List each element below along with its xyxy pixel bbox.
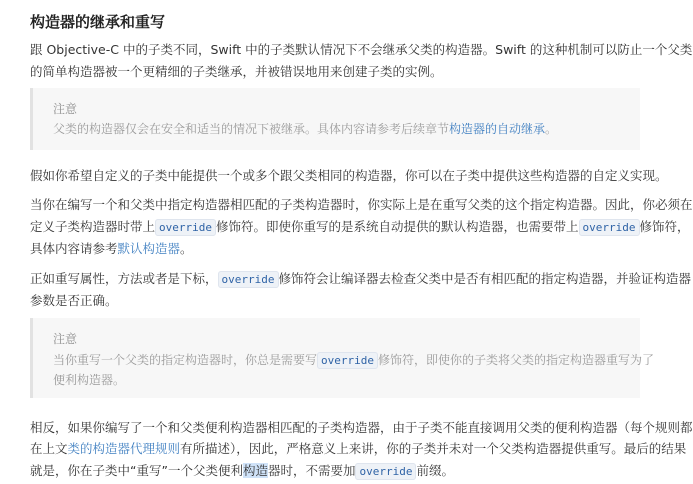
paragraph-4-line-1 (30, 271, 691, 288)
initializer-delegation-link[interactable]: 类的构造器代理规则 (67, 441, 181, 456)
text-run: 当你重写一个父类的指定构造器时，你总是需要写 (53, 353, 318, 367)
text-run: 。 (180, 241, 193, 256)
text-run: 正如重写属性，方法或者是下标， (30, 271, 218, 286)
note-text-before: 父类的构造器仅会在安全和适当的情况下被继承。具体内容请参考后续章节 (53, 122, 450, 136)
paragraph-3-line-3 (30, 241, 193, 257)
override-keyword: override (218, 271, 279, 288)
note-label: 注意 (53, 102, 78, 116)
note-text-line-2: 便利构造器。 (53, 373, 126, 387)
override-keyword: override (155, 219, 216, 236)
note-text-line-1 (53, 352, 654, 369)
paragraph-2: 假如你希望自定义的子类中能提供一个或多个跟父类相同的构造器，你可以在子类中提供这些构造器的自定义实现。 (30, 168, 668, 183)
selection-highlight[interactable]: 构造 (242, 463, 268, 478)
paragraph-4-line-2: 参数是否正确。 (30, 293, 118, 308)
paragraph-3-line-2 (30, 219, 690, 236)
text-run: 修饰符。即使你重写的是系统自动提供的默认构造器，也需要带上 (216, 219, 579, 234)
note-box-2 (30, 318, 655, 398)
paragraph-5-line-2 (30, 441, 686, 457)
intro-line-2: 的简单构造器被一个更精细的子类继承，并被错误地用来创建子类的实例。 (30, 64, 443, 79)
text-run: 在上文 (30, 441, 68, 456)
text-run: 修饰符，即使你的子类将父类的指定构造器重写为了 (378, 353, 655, 367)
text-run: 就是，你在子类中“重写”一个父类便利 (30, 463, 243, 478)
override-keyword: override (355, 463, 416, 480)
text-run: 定义子类构造器时带上 (30, 219, 156, 234)
text-run: 前缀。 (416, 463, 454, 478)
note-label: 注意 (53, 332, 78, 346)
note-text (53, 121, 557, 137)
paragraph-3-line-1: 当你在编写一个和父类中指定构造器相匹配的子类构造器时，你实际上是在重写父类的这个指定构造器。因此，你必须在 (30, 197, 693, 212)
override-keyword: override (579, 219, 640, 236)
text-run: 器时，不需要加 (267, 463, 356, 478)
paragraph-5-line-3 (30, 463, 454, 480)
section-title: 构造器的继承和重写 (30, 13, 166, 31)
note-text-after: 。 (545, 122, 558, 136)
text-run: 具体内容请参考 (30, 241, 118, 256)
auto-inheritance-link[interactable]: 构造器的自动继承 (449, 122, 546, 136)
text-run: 修饰符， (639, 219, 690, 234)
note-box-1 (30, 88, 640, 150)
text-run: 有所描述），因此，严格意义上来讲，你的子类并未对一个父类构造器提供重写。最后的结果 (180, 441, 687, 456)
override-keyword: override (317, 352, 378, 369)
paragraph-5-line-1: 相反，如果你编写了一个和父类便利构造器相匹配的子类构造器，由于子类不能直接调用父类的便利构造器（每个规则都 (30, 420, 693, 435)
text-run: 修饰符会让编译器去检查父类中是否有相匹配的指定构造器，并验证构造器 (278, 271, 692, 286)
default-initializer-link[interactable]: 默认构造器 (117, 241, 181, 256)
intro-line-1: 跟 Objective-C 中的子类不同，Swift 中的子类默认情况下不会继承父类的构造器。Swift 的这种机制可以防止一个父类 (30, 42, 693, 57)
